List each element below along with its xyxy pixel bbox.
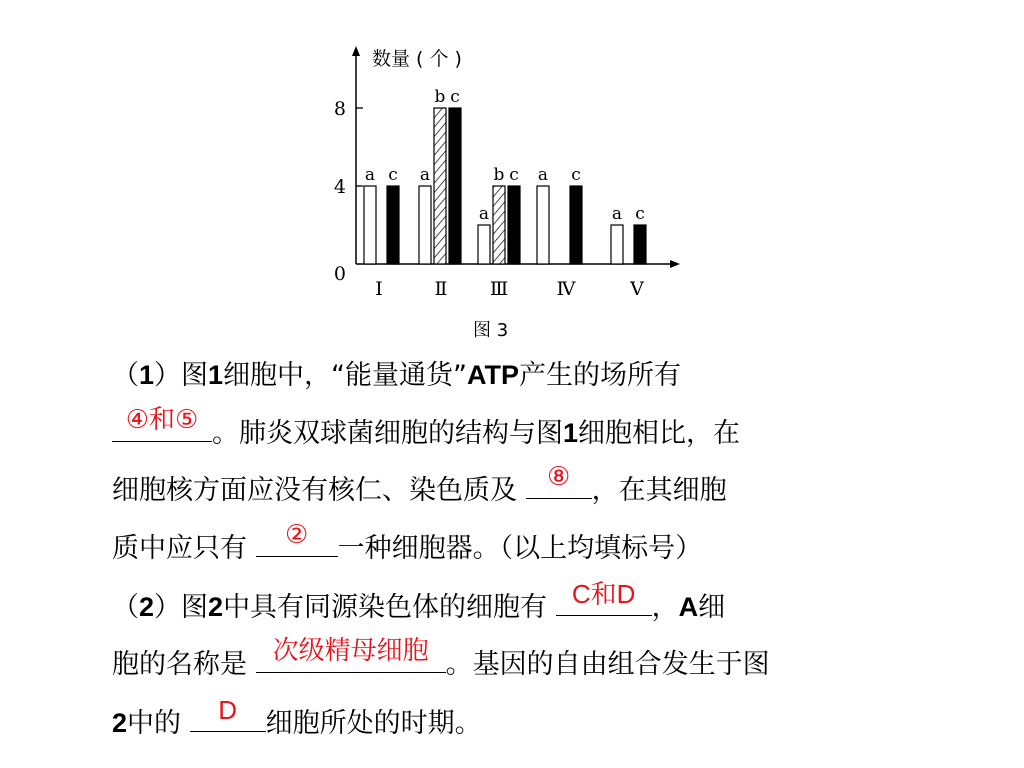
text-segment: 细 bbox=[698, 592, 726, 623]
text-segment: 2 bbox=[139, 592, 155, 622]
question-line-6 bbox=[112, 636, 770, 694]
answer-text: ② bbox=[284, 520, 309, 550]
text-segment: 中具有同源染色体的细胞有 bbox=[223, 592, 556, 623]
text-segment: 。基因的自由组合发生于图 bbox=[445, 649, 770, 680]
bar-a bbox=[419, 186, 431, 264]
answer-blank bbox=[556, 581, 652, 616]
text-segment: 产生的场所有 bbox=[519, 360, 682, 391]
y-tick-label: 4 bbox=[333, 176, 346, 198]
bar-label: a bbox=[364, 165, 376, 185]
text-segment: 1 bbox=[563, 418, 579, 448]
question-line-4 bbox=[112, 520, 702, 578]
bar-b bbox=[434, 108, 446, 264]
bar-b bbox=[493, 186, 505, 264]
bar-c bbox=[387, 186, 399, 264]
question-line-7 bbox=[112, 694, 482, 752]
x-tick-label: Ⅲ bbox=[489, 278, 509, 300]
x-tick-label: Ⅴ bbox=[630, 278, 644, 300]
question-line-3 bbox=[112, 462, 727, 520]
text-segment: 细胞中，“能量通货” bbox=[223, 360, 468, 391]
text-segment: 中的 bbox=[127, 708, 190, 739]
bar-a bbox=[611, 225, 623, 264]
bar-c bbox=[449, 108, 461, 264]
bar-label: c bbox=[509, 165, 519, 185]
text-segment: 质中应只有 bbox=[112, 533, 256, 564]
x-axis-arrow bbox=[670, 260, 680, 268]
bar-a bbox=[537, 186, 549, 264]
text-segment: ）图 bbox=[154, 592, 209, 623]
text-segment: 细胞所处的时期。 bbox=[265, 708, 482, 739]
bar-label: b bbox=[493, 165, 505, 185]
bar-label: a bbox=[419, 165, 431, 185]
text-segment: （ bbox=[112, 592, 139, 623]
text-segment: 。肺炎双球菌细胞的结构与图 bbox=[212, 418, 563, 449]
question-line-1 bbox=[112, 346, 681, 404]
bar-label: c bbox=[388, 165, 398, 185]
text-segment: 细胞核方面应没有核仁、染色质及 bbox=[112, 475, 526, 506]
bar-a bbox=[478, 225, 490, 264]
bar-c bbox=[634, 225, 646, 264]
text-segment: （ bbox=[112, 360, 139, 391]
answer-text: ④和⑤ bbox=[125, 405, 199, 435]
question-line-5 bbox=[112, 578, 725, 636]
bar-label: c bbox=[635, 204, 645, 224]
bar-label: a bbox=[537, 165, 549, 185]
answer-text: C和D bbox=[571, 579, 636, 609]
bar-label: a bbox=[611, 204, 623, 224]
answer-blank bbox=[190, 697, 266, 732]
bar-c bbox=[508, 186, 520, 264]
x-tick-label: Ⅳ bbox=[556, 278, 576, 300]
answer-blank bbox=[256, 638, 446, 673]
question-line-2 bbox=[112, 404, 740, 462]
text-segment: ）图 bbox=[154, 360, 209, 391]
y-tick-label: 0 bbox=[333, 263, 346, 285]
answer-blank bbox=[526, 464, 592, 499]
x-tick-label: Ⅱ bbox=[434, 278, 448, 300]
text-segment: 胞的名称是 bbox=[112, 649, 256, 680]
bar-a bbox=[364, 186, 376, 264]
text-segment: 1 bbox=[208, 360, 224, 390]
answer-blank bbox=[112, 407, 212, 442]
text-segment: 细胞相比，在 bbox=[578, 418, 741, 449]
bar-label: c bbox=[571, 165, 581, 185]
y-axis-arrow bbox=[352, 46, 360, 56]
text-segment: 一种细胞器。（以上均填标号） bbox=[337, 533, 703, 564]
answer-text: 次级精母细胞 bbox=[272, 636, 429, 666]
text-segment: ATP bbox=[467, 360, 520, 390]
answer-text: D bbox=[218, 695, 238, 725]
bar-label: b bbox=[434, 87, 446, 107]
figure-caption: 图 3 bbox=[473, 320, 509, 341]
bar-label: c bbox=[450, 87, 460, 107]
x-tick-label: Ⅰ bbox=[375, 278, 383, 300]
text-segment: ， bbox=[651, 592, 679, 623]
bar-chart bbox=[0, 0, 1024, 345]
text-segment: 2 bbox=[208, 592, 224, 622]
bar-c bbox=[570, 186, 582, 264]
text-segment: 1 bbox=[139, 360, 155, 390]
text-segment: A bbox=[678, 592, 699, 622]
answer-text: ⑧ bbox=[546, 462, 571, 492]
answer-blank bbox=[256, 522, 338, 557]
text-segment: 2 bbox=[112, 708, 128, 738]
y-axis-title: 数量 ( 个 ) bbox=[372, 48, 462, 70]
text-segment: ，在其细胞 bbox=[591, 475, 727, 506]
y-tick-label: 8 bbox=[333, 98, 346, 120]
bar-label: a bbox=[478, 204, 490, 224]
